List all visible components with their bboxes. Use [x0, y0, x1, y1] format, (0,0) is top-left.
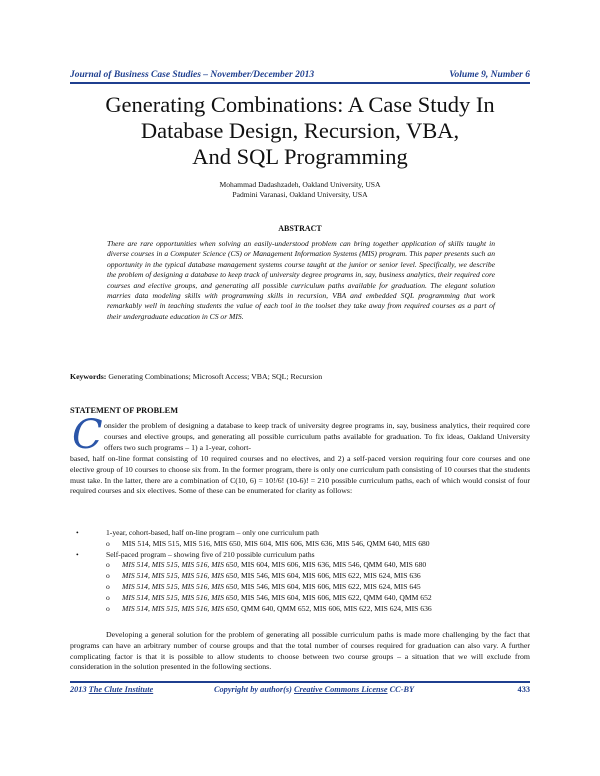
core-courses: MIS 514, MIS 515, MIS 516, MIS 650, — [122, 560, 240, 570]
sub-list-item — [70, 582, 540, 593]
abstract-text: There are rare opportunities when solving an easily-understood problem can bring together application of skills taught in diverse courses in a Computer Science (CS) or Management Information Systems (MIS) program. This paper presents such an opportunity in the typical database management systems course taught at the junior or senior level. Specifically, we describe the problem of designing a database to keep track of university degree programs in, say, business analytics, their required core courses and elective groups, and generating all possible curriculum paths available for graduation. The elegant solution marries data modeling skills with programming skills in recursion, VBA and embedded SQL programming that work remarkably well in teaching students the value of each tool in the toolset they take away from required courses as a part of their undergraduate education in CS or MIS. — [107, 239, 495, 321]
core-courses: MIS 514, MIS 515, MIS 516, MIS 650, — [122, 571, 240, 581]
elective-courses: MIS 546, MIS 604, MIS 606, MIS 622, MIS 624, MIS 645 — [239, 581, 421, 591]
copyright-text: Copyright by author(s) — [214, 685, 294, 694]
list-item — [70, 550, 540, 561]
drop-cap: C — [72, 412, 103, 458]
core-courses: MIS 514, MIS 515, MIS 516, MIS 650, — [122, 581, 240, 591]
sub-bullet-icon: o — [106, 603, 110, 613]
author: Padmini Varanasi, Oakland University, USA — [232, 190, 368, 199]
title-line: Database Design, Recursion, VBA, — [140, 118, 460, 143]
keywords — [70, 372, 530, 381]
sub-list-item — [70, 571, 540, 582]
publisher-link[interactable]: The Clute Institute — [88, 685, 154, 694]
sub-list-item — [70, 604, 540, 615]
footer-divider — [70, 681, 530, 683]
elective-courses: MIS 546, MIS 604, MIS 606, MIS 622, MIS 624, MIS 636 — [239, 571, 421, 581]
paragraph-1-opening: onsider the problem of designing a database to keep track of university degree programs in, say, business analytics, their required core courses and elective groups, and generating all possible curriculum paths available for graduation. To fix ideas, Oakland University offers two such programs – 1) a 1-year, cohort- — [104, 421, 530, 452]
volume-number: Volume 9, Number 6 — [449, 70, 530, 80]
paper-title — [60, 92, 540, 170]
footer-publisher — [70, 685, 153, 694]
license-link[interactable]: Creative Commons License — [293, 685, 388, 694]
bullet-icon: • — [76, 549, 79, 559]
sub-bullet-icon: o — [106, 560, 110, 570]
page-number: 433 — [517, 685, 530, 694]
sub-bullet-icon: o — [106, 538, 110, 548]
paragraph-2: Developing a general solution for the problem of generating all possible curriculum paths is made more challenging by the fact that programs can have an arbitrary number of course groups and that the total number of courses required for graduation can also vary. A further complicating factor is that it is possible to allow students to choose between two course groups – a situation that we will exclude from consideration in the solution presented in the following sections. — [70, 630, 530, 672]
header-divider — [70, 82, 530, 84]
title-line: Generating Combinations: A Case Study In — [105, 92, 495, 117]
title-line: And SQL Programming — [192, 144, 408, 169]
list-item — [70, 528, 540, 539]
paragraph-1-continued: based, half on-line format consisting of 10 required courses and no electives, and 2) a self-paced version requiring four core courses and one elective group of 10 courses to choose six from. In the former program, there is only one curriculum path consisting of 10 courses that the students must take. In the latter, there are a combination of C(10, 6) = 10!/6! (10-6)! = 210 possible curriculum paths, each of which would consist of four required courses and six electives. Some of these can be enumerated for clarity as follows: — [70, 454, 530, 496]
sub-list-item — [70, 539, 540, 550]
curriculum-path: MIS 514, MIS 515, MIS 516, MIS 650, MIS 604, MIS 606, MIS 636, MIS 546, QMM 640, MIS 680 — [122, 538, 430, 548]
author: Mohammad Dadashzadeh, Oakland University, USA — [219, 180, 381, 189]
journal-name: Journal of Business Case Studies – November/December 2013 — [70, 70, 315, 80]
elective-courses: MIS 604, MIS 606, MIS 636, MIS 546, QMM 640, MIS 680 — [239, 560, 427, 570]
footer-year: 2013 — [70, 685, 89, 694]
author-list — [100, 180, 500, 200]
journal-header — [70, 70, 530, 80]
sub-bullet-icon: o — [106, 571, 110, 581]
list-item-text: 1-year, cohort-based, half on-line program – only one curriculum path — [106, 528, 319, 537]
sub-list-item — [70, 560, 540, 571]
sub-list-item — [70, 593, 540, 604]
curriculum-list — [70, 528, 540, 614]
list-item-text: Self-paced program – showing five of 210 possible curriculum paths — [106, 549, 315, 559]
sub-bullet-icon: o — [106, 592, 110, 602]
sub-bullet-icon: o — [106, 581, 110, 591]
keywords-text: Generating Combinations; Microsoft Access; VBA; SQL; Recursion — [106, 372, 323, 381]
abstract-heading: ABSTRACT — [278, 224, 322, 233]
license-suffix: CC-BY — [387, 685, 415, 694]
core-courses: MIS 514, MIS 515, MIS 516, MIS 650, — [122, 603, 240, 613]
section-heading: STATEMENT OF PROBLEM — [70, 406, 179, 415]
keywords-label: Keywords: — [70, 372, 107, 381]
bullet-icon: • — [76, 528, 79, 537]
footer-copyright — [214, 685, 414, 694]
elective-courses: MIS 546, MIS 604, MIS 606, MIS 622, QMM 640, QMM 652 — [239, 592, 432, 602]
elective-courses: QMM 640, QMM 652, MIS 606, MIS 622, MIS 624, MIS 636 — [239, 603, 432, 613]
core-courses: MIS 514, MIS 515, MIS 516, MIS 650, — [122, 592, 240, 602]
